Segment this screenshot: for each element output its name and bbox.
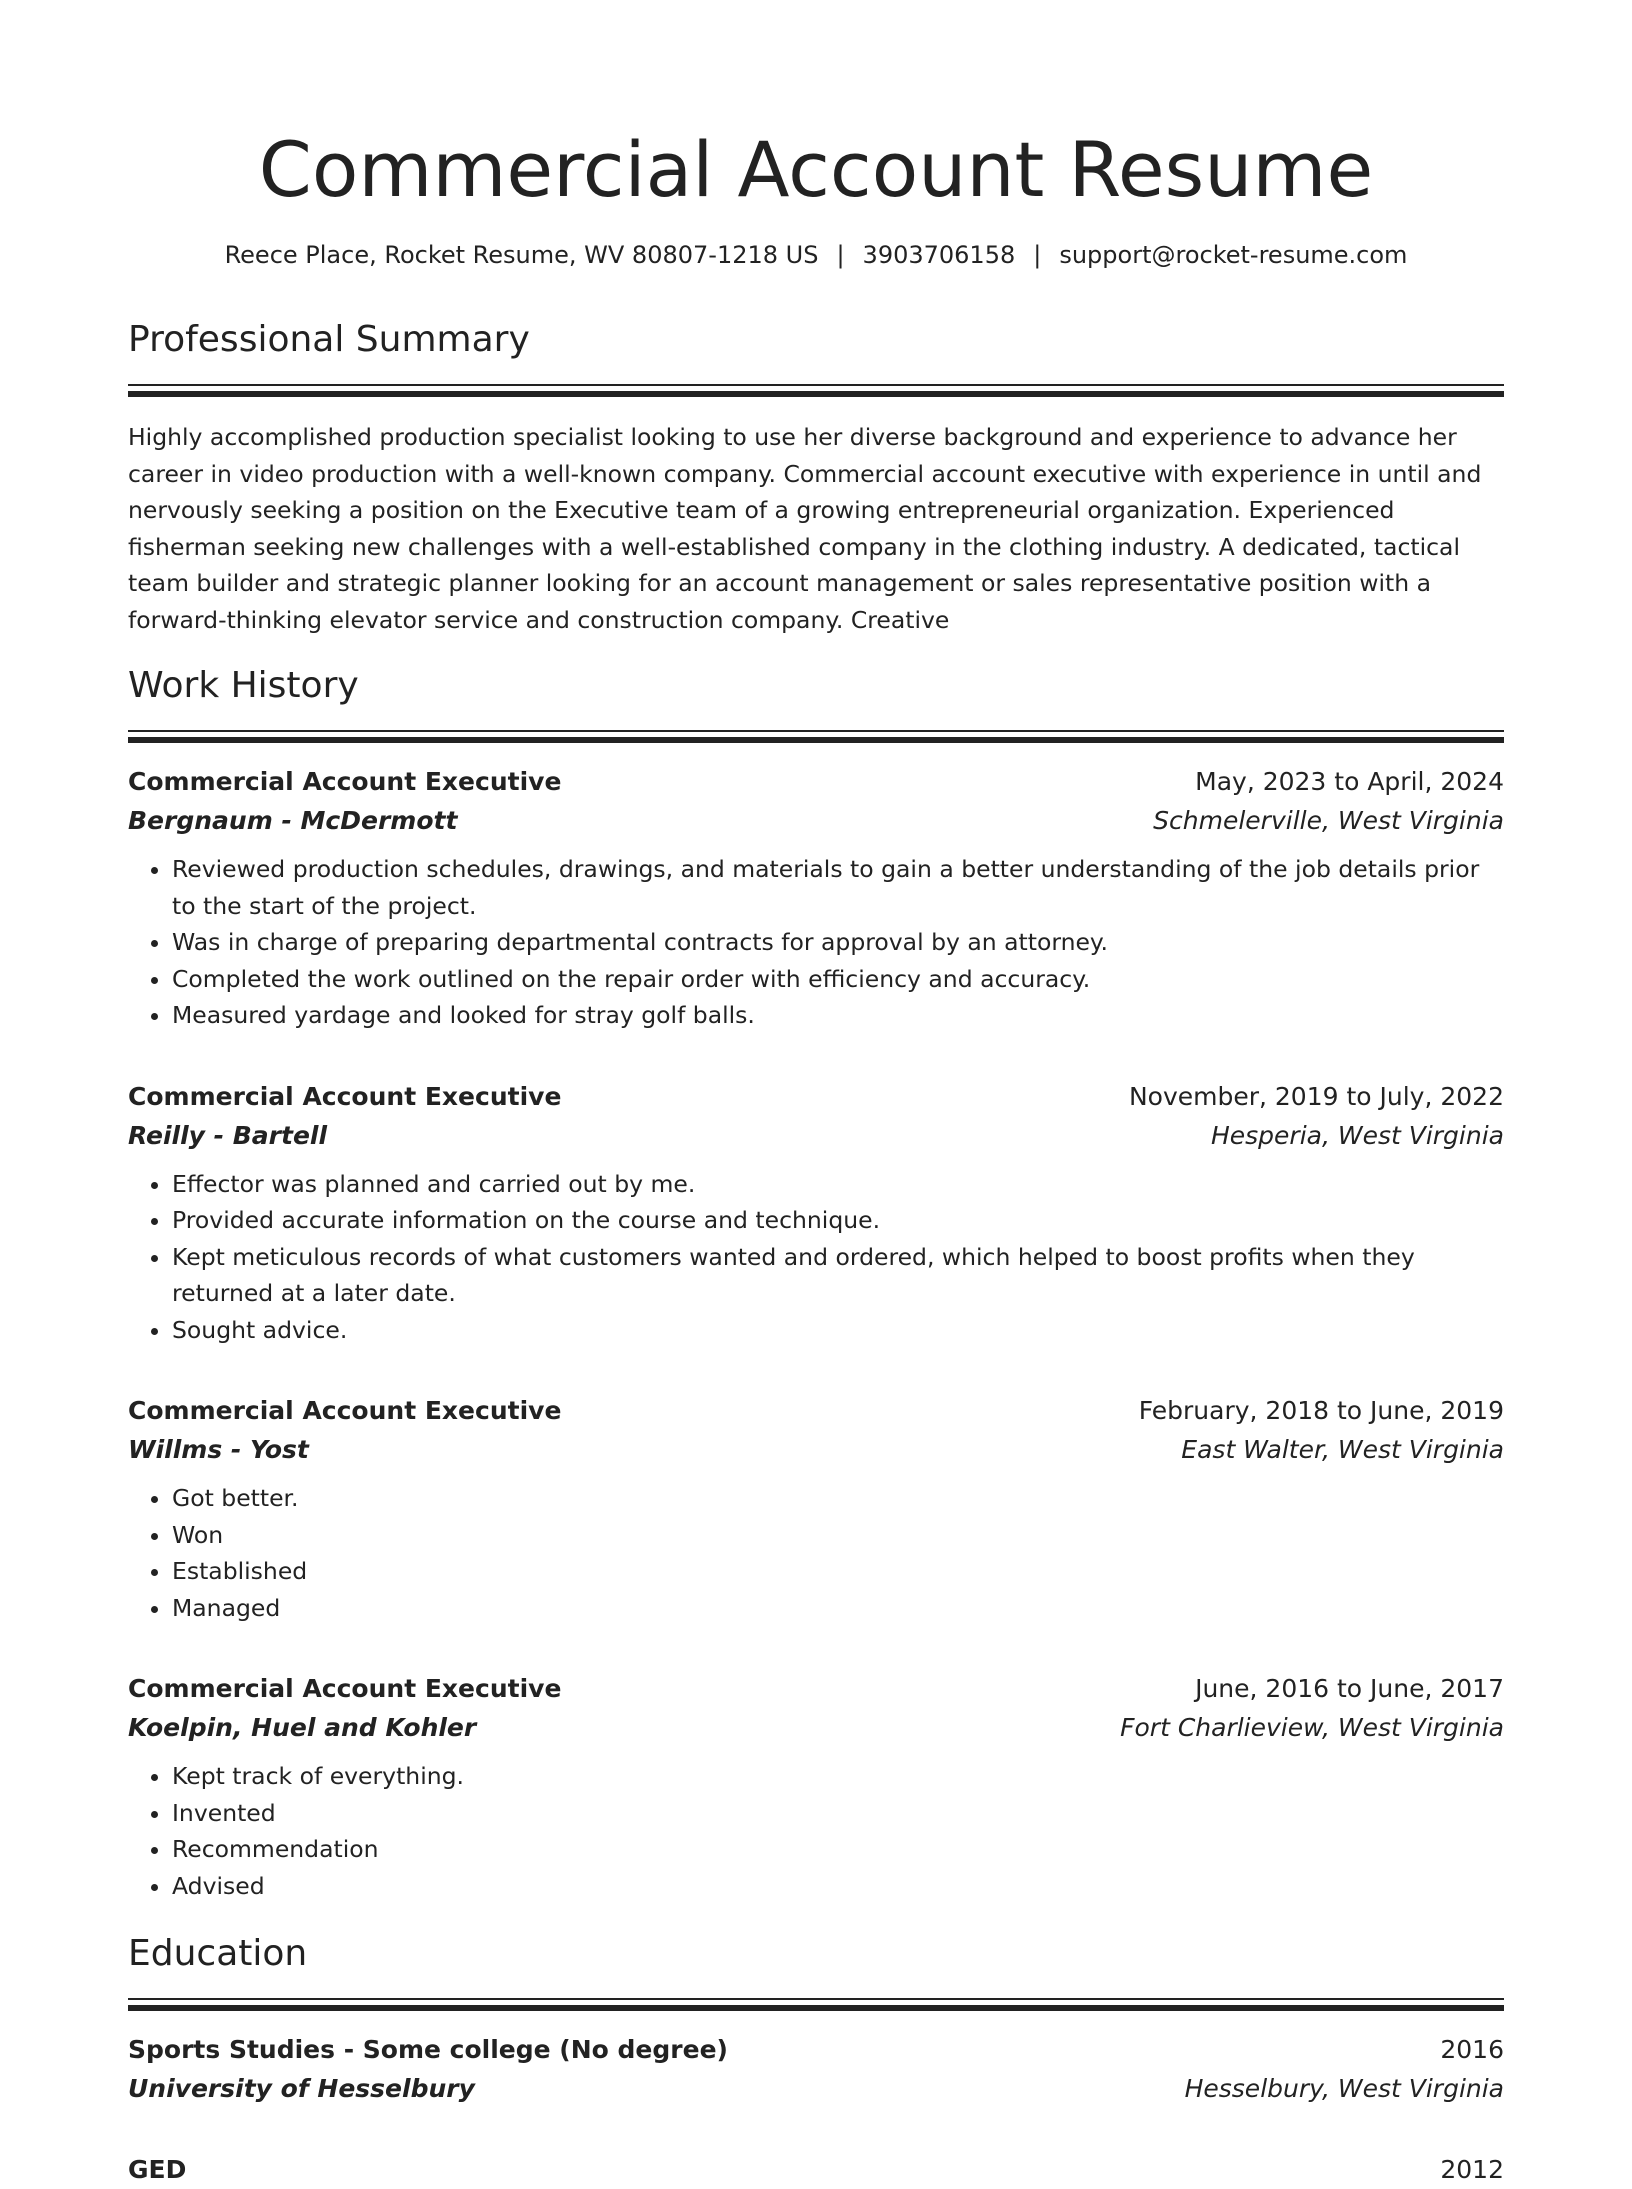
education-degree: Sports Studies - Some college (No degree) [128,2035,728,2064]
contact-separator: | [1033,241,1042,269]
job-bullet: • Got better. [172,1480,1504,1517]
resume-title: Commercial Account Resume [258,125,1374,214]
job-bullet: • Was in charge of preparing departmental contracts for approval by an attorney. [172,924,1504,961]
job-entry [128,763,1504,1034]
job-company: Bergnaum - McDermott [128,806,458,835]
education-entry [128,2031,1504,2109]
job-bullet: • Won [172,1517,1504,1554]
job-company: Reilly - Bartell [128,1120,328,1150]
job-company: Willms - Yost [128,1435,309,1464]
job-bullet: • Measured yardage and looked for stray golf balls. [172,997,1504,1034]
education-year: 2012 [1440,2155,1504,2184]
section-divider [128,384,1504,397]
job-bullet: • Established [172,1553,1504,1590]
section-heading-work: Work History [128,665,359,706]
job-location: Hesperia, West Virginia [1210,1120,1504,1150]
contact-separator: | [836,241,845,269]
job-dates: November, 2019 to July, 2022 [1128,1081,1504,1111]
job-bullet: • Reviewed production schedules, drawings, and materials to gain a better understanding of the job details prior to the start of the project. [172,851,1504,924]
section-divider [128,1998,1504,2011]
job-bullet: • Completed the work outlined on the repair order with efficiency and accuracy. [172,961,1504,998]
section-divider [128,730,1504,743]
education-degree: GED [128,2155,187,2184]
job-bullets [128,1758,1504,1904]
job-bullet: • Provided accurate information on the course and technique. [172,1202,1504,1239]
job-bullet: • Advised [172,1868,1504,1905]
job-bullet: • Managed [172,1590,1504,1627]
job-dates: February, 2018 to June, 2019 [1138,1396,1504,1425]
job-entry [128,1392,1504,1626]
job-company: Koelpin, Huel and Kohler [128,1713,477,1742]
job-title: Commercial Account Executive [128,1081,562,1111]
contact-email: support@rocket-resume.com [1059,241,1408,269]
job-bullet: • Recommendation [172,1831,1504,1868]
contact-address: Reece Place, Rocket Resume, WV 80807-1218 US [224,241,819,269]
education-location: Hesselbury, West Virginia [1184,2074,1504,2103]
job-bullet: • Kept meticulous records of what customers wanted and ordered, which helped to boost profits when they returned at a later date. [172,1239,1504,1312]
summary-text: Highly accomplished production specialist looking to use her diverse background and experience to advance her career in video production with a well-known company. Commercial account executive with experience in until and nervously seeking a position on the Executive team of a growing entrepreneurial organization. Experienced fisherman seeking new challenges with a well-established company in the clothing industry. A dedicated, tactical team builder and strategic planner looking for an account management or sales representative position with a forward-thinking elevator service and construction company. Creative [128,423,1482,634]
job-title: Commercial Account Executive [128,1674,562,1703]
contact-line [128,238,1504,272]
job-bullets [128,1166,1504,1349]
job-title: Commercial Account Executive [128,767,562,796]
job-entry [128,1670,1504,1904]
job-dates: June, 2016 to June, 2017 [1195,1674,1504,1703]
job-location: Fort Charlieview, West Virginia [1120,1713,1504,1742]
resume-page [128,0,1504,2189]
work-history-section [128,662,1504,1904]
professional-summary-section [128,316,1504,638]
job-dates: May, 2023 to April, 2024 [1195,767,1504,796]
job-bullet: • Kept track of everything. [172,1758,1504,1795]
job-bullet: • Sought advice. [172,1312,1504,1349]
job-title: Commercial Account Executive [128,1396,562,1425]
education-school: University of Hesselbury [128,2074,475,2103]
education-year: 2016 [1440,2035,1504,2064]
job-location: East Walter, West Virginia [1181,1435,1504,1464]
job-bullet: • Effector was planned and carried out by me. [172,1166,1504,1203]
job-location: Schmelerville, West Virginia [1153,806,1504,835]
contact-phone: 3903706158 [862,241,1016,269]
job-entry [128,1078,1504,1349]
job-bullet: • Invented [172,1795,1504,1832]
job-bullets [128,1480,1504,1626]
education-entry [128,2151,1504,2189]
section-heading-summary: Professional Summary [128,319,530,360]
job-bullets [128,851,1504,1034]
section-heading-education: Education [128,1933,308,1974]
education-section [128,1930,1504,2189]
